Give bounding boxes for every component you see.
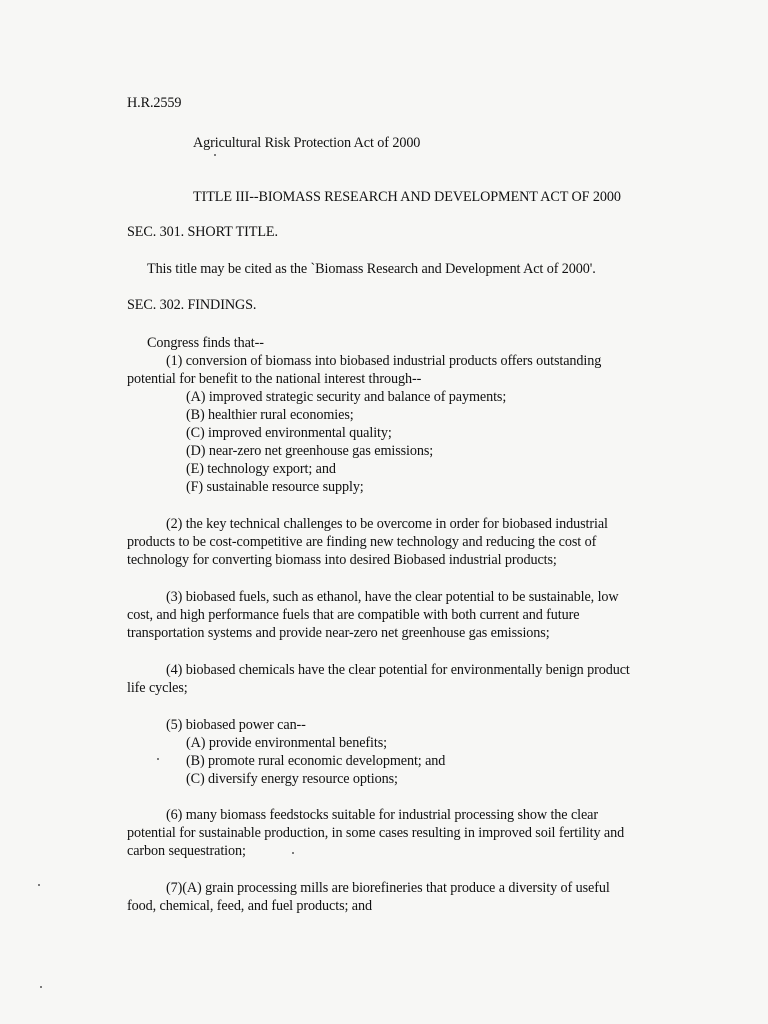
sec302-heading: SEC. 302. FINDINGS. [127,297,257,313]
scan-speck [214,154,216,156]
sec301-heading: SEC. 301. SHORT TITLE. [127,224,278,240]
finding-2-line: (2) the key technical challenges to be overcome in order for biobased industrial [166,516,608,532]
finding-6-line: (6) many biomass feedstocks suitable for industrial processing show the clear [166,807,599,823]
finding-7-line: (7)(A) grain processing mills are biorefineries that produce a diversity of useful [166,880,610,896]
finding-2-line: technology for converting biomass into desired Biobased industrial products; [127,552,557,568]
finding-3-line: transportation systems and provide near-zero net greenhouse gas emissions; [127,625,550,641]
sec301-text: This title may be cited as the `Biomass Research and Development Act of 2000'. [147,261,596,277]
finding-1-item: (E) technology export; and [186,461,336,477]
finding-1-line-1: (1) conversion of biomass into biobased industrial products offers outstanding [166,353,602,369]
act-name: Agricultural Risk Protection Act of 2000 [193,135,421,151]
congress-finds: Congress finds that-- [147,335,264,351]
bill-number: H.R.2559 [127,95,182,111]
finding-1-item: (F) sustainable resource supply; [186,479,364,495]
finding-1-line-2: potential for benefit to the national interest through-- [127,371,422,387]
finding-4-line: life cycles; [127,680,188,696]
scan-speck [38,884,40,886]
finding-1-item: (C) improved environmental quality; [186,425,392,441]
title-heading: TITLE III--BIOMASS RESEARCH AND DEVELOPMENT ACT OF 2000 [193,189,621,205]
finding-5-item: (C) diversify energy resource options; [186,771,398,787]
finding-5-line-1: (5) biobased power can-- [166,717,306,733]
finding-5-item: (B) promote rural economic development; and [186,753,446,769]
scan-speck [40,986,42,988]
scan-speck [292,852,294,854]
finding-6-line: potential for sustainable production, in some cases resulting in improved soil fertility and [127,825,625,841]
finding-1-item: (A) improved strategic security and balance of payments; [186,389,507,405]
finding-1-item: (B) healthier rural economies; [186,407,354,423]
finding-5-item: (A) provide environmental benefits; [186,735,387,751]
finding-6-line: carbon sequestration; [127,843,246,859]
scan-speck [157,758,159,760]
finding-2-line: products to be cost-competitive are finding new technology and reducing the cost of [127,534,597,550]
finding-7-line: food, chemical, feed, and fuel products; and [127,898,372,914]
finding-4-line: (4) biobased chemicals have the clear potential for environmentally benign product [166,662,630,678]
finding-1-item: (D) near-zero net greenhouse gas emissions; [186,443,434,459]
finding-3-line: (3) biobased fuels, such as ethanol, have the clear potential to be sustainable, low [166,589,619,605]
finding-3-line: cost, and high performance fuels that are compatible with both current and future [127,607,580,623]
